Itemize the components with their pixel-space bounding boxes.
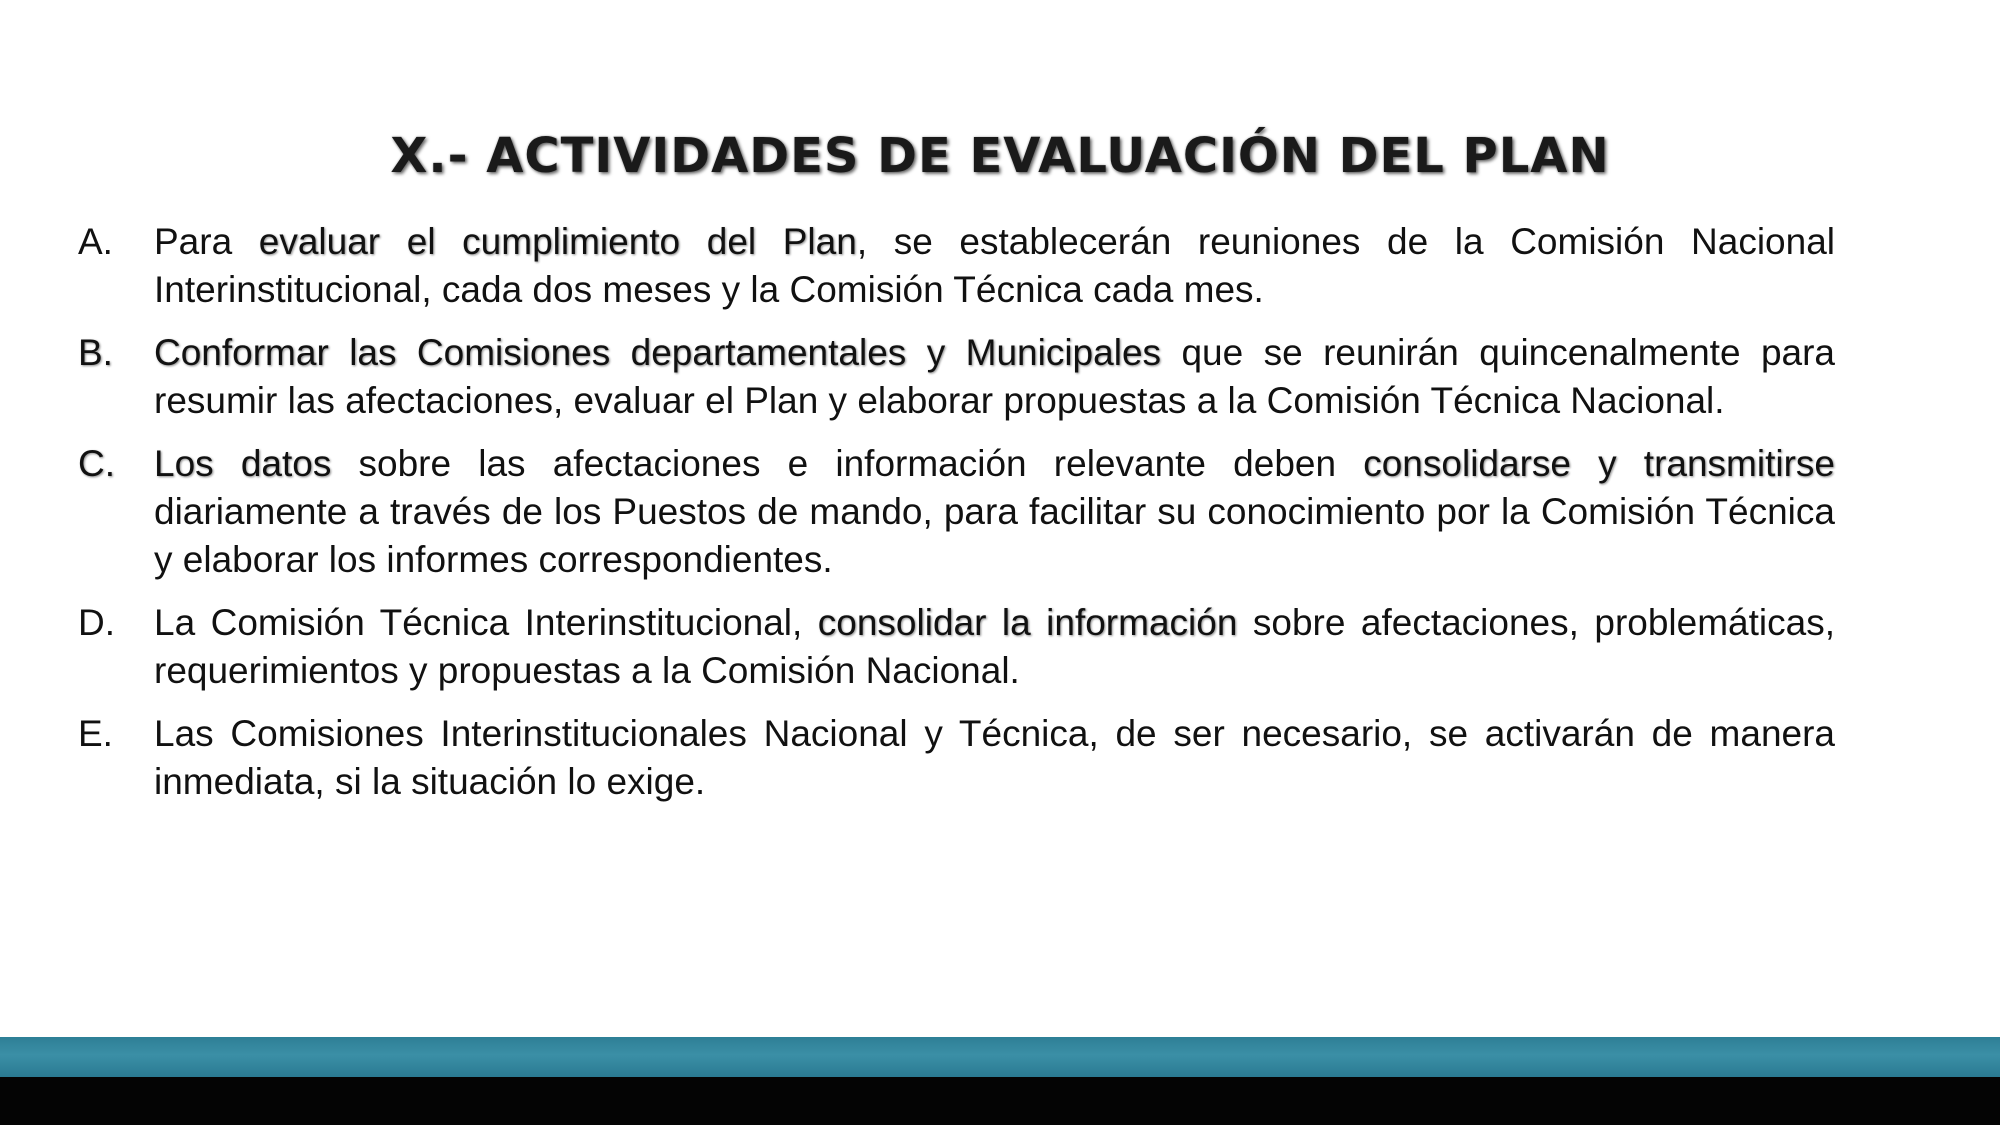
footer-black-band [0, 1077, 2000, 1125]
text-segment: diariamente a través de los Puestos de mando, para facilitar su conocimiento por la Comisión Técnica y elaborar los informes correspondientes. [154, 491, 1835, 580]
text-segment: , se establecerán reuniones de la Comisión Nacional Interinstitucional, cada dos meses y la Comisión Técnica cada mes. [154, 221, 1836, 310]
emphasized-phrase: consolidar la información [817, 602, 1238, 643]
list-item-letter: A. [78, 221, 113, 262]
text-segment: La Comisión Técnica Interinstitucional, [154, 602, 818, 643]
text-segment [906, 332, 926, 373]
list-item [78, 218, 1835, 314]
list-item-letter: D. [78, 602, 115, 643]
list-item-text [154, 329, 1835, 425]
list-item-letter: E. [78, 713, 113, 754]
text-segment: Las Comisiones Interinstitucionales Nacional y Técnica, de ser necesario, se activarán de manera inmediata, si la situación lo exige. [154, 713, 1835, 802]
text-segment: que se reunirán quincenalmente para resumir las afectaciones, evaluar el Plan y elaborar propuestas a la Comisión Técnica Nacional. [154, 332, 1836, 421]
list-item-text [154, 440, 1835, 584]
slide-title: X.- ACTIVIDADES DE EVALUACIÓN DEL PLAN [390, 128, 1610, 185]
text-segment: sobre las afectaciones e información relevante deben [331, 443, 1364, 484]
activities-list [78, 218, 1835, 821]
text-segment: Para [154, 221, 259, 262]
footer-teal-band [0, 1037, 2000, 1077]
list-item-text [154, 710, 1835, 806]
emphasized-phrase: y Municipales [926, 332, 1162, 373]
list-item [78, 599, 1835, 695]
list-item-text [154, 218, 1835, 314]
emphasized-phrase: Conformar las Comisiones departamentales [154, 332, 907, 373]
list-item-text [154, 599, 1835, 695]
list-item-letter: B. [78, 332, 113, 373]
emphasized-phrase: evaluar el cumplimiento del Plan [258, 221, 857, 262]
list-item [78, 329, 1835, 425]
text-segment: sobre afectaciones, problemáticas, requerimientos y propuestas a la Comisión Nacional. [154, 602, 1835, 691]
list-item-letter: C. [78, 443, 115, 484]
list-item [78, 440, 1835, 584]
list-item [78, 710, 1835, 806]
emphasized-phrase: Los datos [154, 443, 332, 484]
emphasized-phrase: consolidarse y transmitirse [1363, 443, 1835, 484]
